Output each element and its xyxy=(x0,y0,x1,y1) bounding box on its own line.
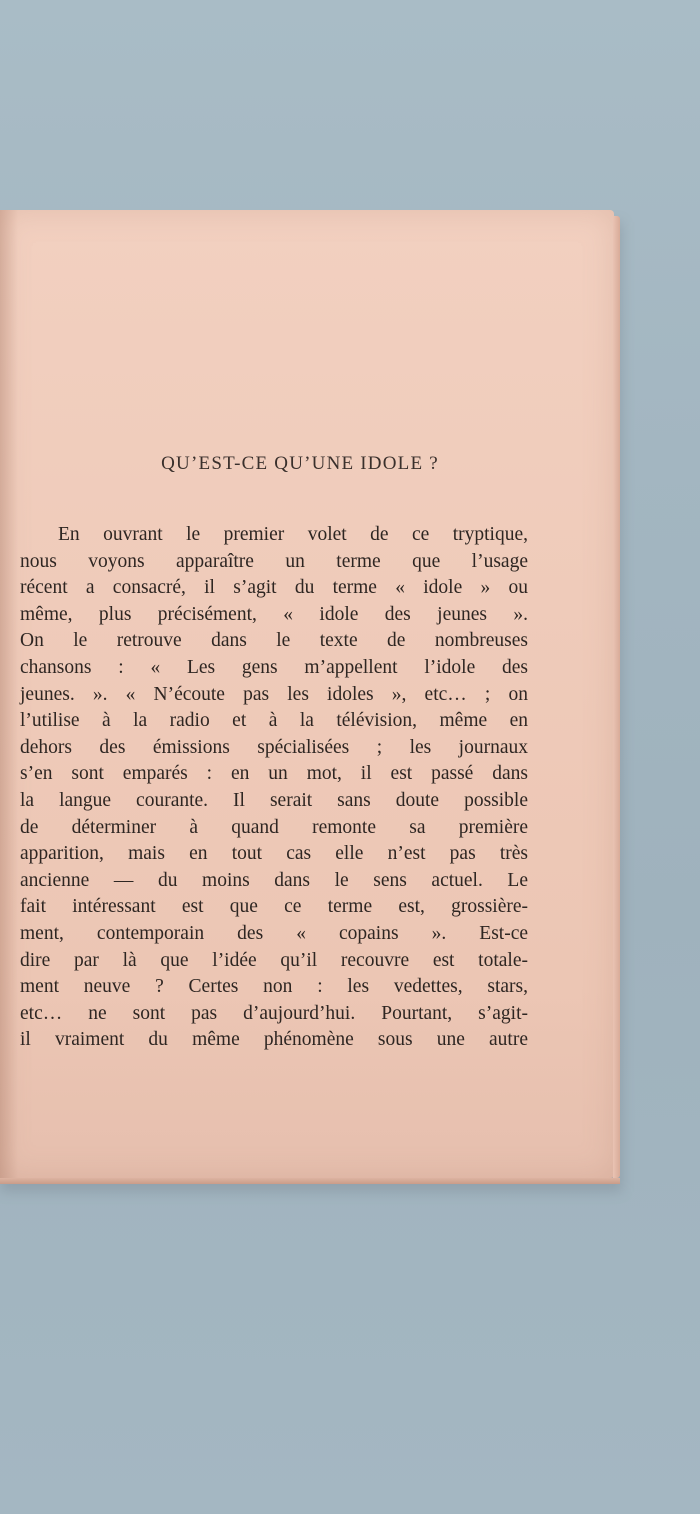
text-line: jeunes. ». « N’écoute pas les idoles », etc… ; on xyxy=(20,683,528,705)
page-right-edge xyxy=(613,216,620,1178)
text-line: de déterminer à quand remonte sa première xyxy=(20,816,528,838)
text-line: fait intéressant est que ce terme est, grossière- xyxy=(20,896,528,918)
text-line: récent a consacré, il s’agit du terme « idole » ou xyxy=(20,577,528,599)
spine-shade xyxy=(0,210,18,1178)
text-line: s’en sont emparés : en un mot, il est passé dans xyxy=(20,763,528,785)
text-line: On le retrouve dans le texte de nombreuses xyxy=(20,630,528,652)
text-line: ment neuve ? Certes non : les vedettes, stars, xyxy=(20,976,528,998)
text-line: même, plus précisément, « idole des jeunes ». xyxy=(20,603,528,625)
text-line: la langue courante. Il serait sans doute possible xyxy=(20,789,528,811)
text-line: dehors des émissions spécialisées ; les journaux xyxy=(20,736,528,758)
body-paragraph xyxy=(20,522,528,1054)
text-line: nous voyons apparaître un terme que l’usage xyxy=(20,550,528,572)
text-line: dire par là que l’idée qu’il recouvre est totale- xyxy=(20,949,528,971)
text-line: il vraiment du même phénomène sous une autre xyxy=(20,1029,528,1051)
chapter-title: QU’EST-CE QU’UNE IDOLE ? xyxy=(161,453,439,474)
text-line: En ouvrant le premier volet de ce tryptique, xyxy=(58,524,528,545)
book-page xyxy=(0,210,614,1178)
text-line: ancienne — du moins dans le sens actuel. Le xyxy=(20,869,528,891)
page-bottom-edge xyxy=(0,1178,620,1184)
text-line: l’utilise à la radio et à la télévision, même en xyxy=(20,710,528,732)
text-line: etc… ne sont pas d’aujourd’hui. Pourtant, s’agit- xyxy=(20,1002,528,1024)
text-line: apparition, mais en tout cas elle n’est pas très xyxy=(20,843,528,865)
text-line: ment, contemporain des « copains ». Est-ce xyxy=(20,922,528,944)
text-line: chansons : « Les gens m’appellent l’idole des xyxy=(20,656,528,678)
